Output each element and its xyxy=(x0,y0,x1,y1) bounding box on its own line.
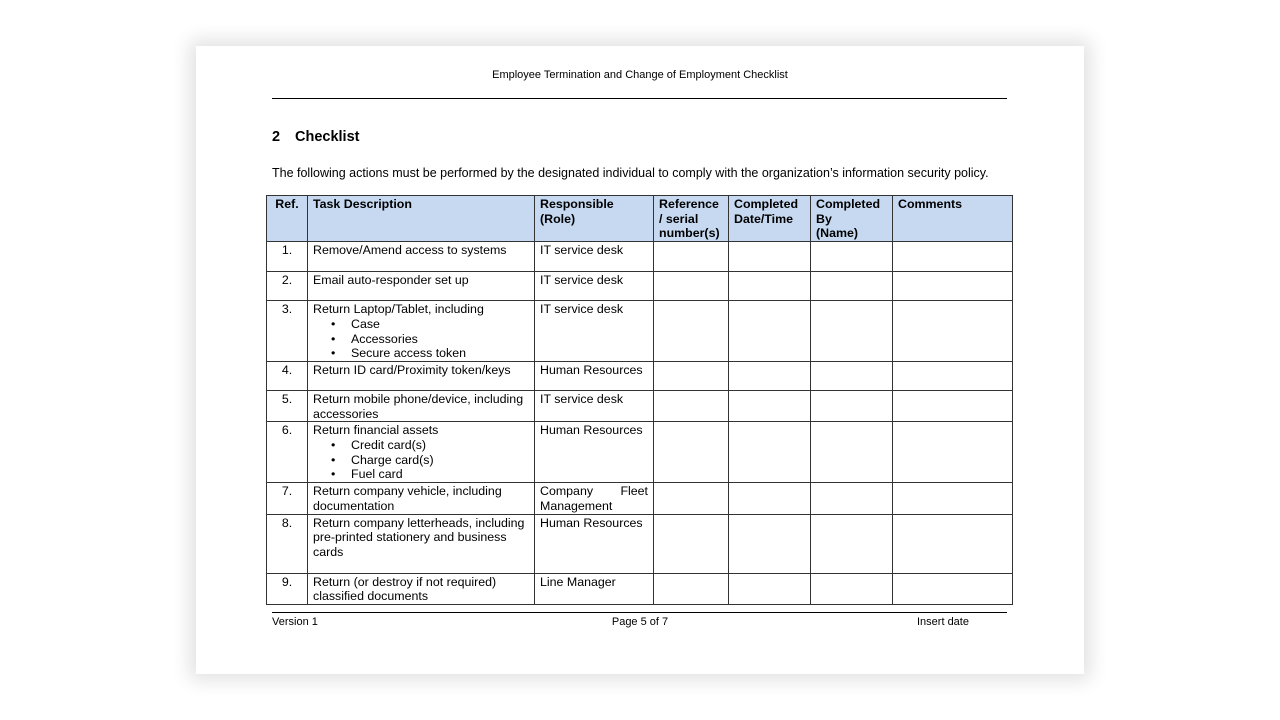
cell-completed-by[interactable] xyxy=(811,573,893,604)
table-row xyxy=(267,242,1013,272)
row-task xyxy=(308,422,535,483)
row-responsible: Human Resources xyxy=(535,361,654,390)
section-title: Checklist xyxy=(295,129,360,145)
cell-completed-by[interactable] xyxy=(811,361,893,390)
cell-reference[interactable] xyxy=(654,422,729,483)
cell-completed-by[interactable] xyxy=(811,301,893,362)
table-row xyxy=(267,573,1013,604)
responsible-line: Company Fleet xyxy=(540,484,648,499)
col-header-completed-by: Completed By (Name) xyxy=(811,196,893,242)
cell-completed-date[interactable] xyxy=(729,483,811,514)
footer-date: Insert date xyxy=(917,616,969,628)
row-ref: 3. xyxy=(267,301,308,362)
row-ref: 2. xyxy=(267,272,308,301)
table-header-row xyxy=(267,196,1013,242)
document-page xyxy=(196,46,1084,674)
row-task: Return mobile phone/device, including accessories xyxy=(308,390,535,421)
row-ref: 8. xyxy=(267,514,308,573)
col-header-completed-date: Completed Date/Time xyxy=(729,196,811,242)
cell-comments[interactable] xyxy=(893,390,1013,421)
row-responsible xyxy=(535,483,654,514)
row-task-text: Return financial assets xyxy=(313,423,439,438)
row-task: Return (or destroy if not required) classified documents xyxy=(308,573,535,604)
table-row xyxy=(267,361,1013,390)
task-bullet-list xyxy=(313,438,529,482)
cell-completed-date[interactable] xyxy=(729,514,811,573)
table-row xyxy=(267,514,1013,573)
row-ref: 5. xyxy=(267,390,308,421)
cell-completed-by[interactable] xyxy=(811,272,893,301)
responsible-line: Management xyxy=(540,498,613,513)
row-task-text: Return Laptop/Tablet, including xyxy=(313,302,484,317)
row-task: Remove/Amend access to systems xyxy=(308,242,535,272)
row-responsible: Human Resources xyxy=(535,422,654,483)
table-row xyxy=(267,301,1013,362)
cell-reference[interactable] xyxy=(654,242,729,272)
cell-reference[interactable] xyxy=(654,272,729,301)
row-responsible: Line Manager xyxy=(535,573,654,604)
col-header-responsible: Responsible (Role) xyxy=(535,196,654,242)
cell-comments[interactable] xyxy=(893,242,1013,272)
cell-comments[interactable] xyxy=(893,483,1013,514)
col-header-comments: Comments xyxy=(893,196,1013,242)
row-task: Return company letterheads, including pre-printed stationery and business cards xyxy=(308,514,535,573)
row-responsible: Human Resources xyxy=(535,514,654,573)
footer-rule xyxy=(272,612,1007,613)
cell-completed-date[interactable] xyxy=(729,573,811,604)
cell-reference[interactable] xyxy=(654,361,729,390)
cell-completed-date[interactable] xyxy=(729,422,811,483)
cell-reference[interactable] xyxy=(654,573,729,604)
row-ref: 9. xyxy=(267,573,308,604)
row-responsible: IT service desk xyxy=(535,242,654,272)
cell-completed-by[interactable] xyxy=(811,390,893,421)
row-ref: 6. xyxy=(267,422,308,483)
intro-paragraph: The following actions must be performed by the designated individual to comply with the organization’s information security policy. xyxy=(272,166,989,180)
cell-completed-date[interactable] xyxy=(729,361,811,390)
task-bullet-list xyxy=(313,317,529,361)
section-number: 2 xyxy=(272,129,281,145)
cell-reference[interactable] xyxy=(654,390,729,421)
cell-reference[interactable] xyxy=(654,483,729,514)
table-row xyxy=(267,272,1013,301)
row-task: Return company vehicle, including documentation xyxy=(308,483,535,514)
cell-comments[interactable] xyxy=(893,422,1013,483)
cell-comments[interactable] xyxy=(893,301,1013,362)
row-ref: 1. xyxy=(267,242,308,272)
footer-version: Version 1 xyxy=(272,616,318,628)
table-row xyxy=(267,390,1013,421)
row-task: Return ID card/Proximity token/keys xyxy=(308,361,535,390)
checklist-table xyxy=(266,195,1013,605)
section-heading xyxy=(272,129,359,145)
task-bullet: • Secure access token xyxy=(351,346,529,361)
task-bullet: • Accessories xyxy=(351,332,529,347)
header-rule xyxy=(272,98,1007,99)
footer-page-number: Page 5 of 7 xyxy=(611,616,669,628)
cell-comments[interactable] xyxy=(893,361,1013,390)
cell-comments[interactable] xyxy=(893,272,1013,301)
row-responsible: IT service desk xyxy=(535,301,654,362)
task-bullet: • Case xyxy=(351,317,529,332)
cell-completed-date[interactable] xyxy=(729,390,811,421)
cell-completed-by[interactable] xyxy=(811,514,893,573)
cell-comments[interactable] xyxy=(893,514,1013,573)
cell-completed-date[interactable] xyxy=(729,242,811,272)
cell-completed-by[interactable] xyxy=(811,483,893,514)
col-header-reference: Reference / serial number(s) xyxy=(654,196,729,242)
cell-completed-by[interactable] xyxy=(811,242,893,272)
task-bullet: • Credit card(s) xyxy=(351,438,529,453)
col-header-ref: Ref. xyxy=(267,196,308,242)
row-ref: 7. xyxy=(267,483,308,514)
task-bullet: • Charge card(s) xyxy=(351,453,529,468)
task-bullet: • Fuel card xyxy=(351,467,529,482)
row-responsible: IT service desk xyxy=(535,390,654,421)
cell-completed-date[interactable] xyxy=(729,272,811,301)
running-header: Employee Termination and Change of Employment Checklist xyxy=(492,69,788,81)
cell-comments[interactable] xyxy=(893,573,1013,604)
cell-reference[interactable] xyxy=(654,514,729,573)
table-row xyxy=(267,422,1013,483)
cell-reference[interactable] xyxy=(654,301,729,362)
row-task: Email auto-responder set up xyxy=(308,272,535,301)
row-responsible: IT service desk xyxy=(535,272,654,301)
row-task xyxy=(308,301,535,362)
cell-completed-date[interactable] xyxy=(729,301,811,362)
table-row xyxy=(267,483,1013,514)
col-header-task: Task Description xyxy=(308,196,535,242)
row-ref: 4. xyxy=(267,361,308,390)
cell-completed-by[interactable] xyxy=(811,422,893,483)
